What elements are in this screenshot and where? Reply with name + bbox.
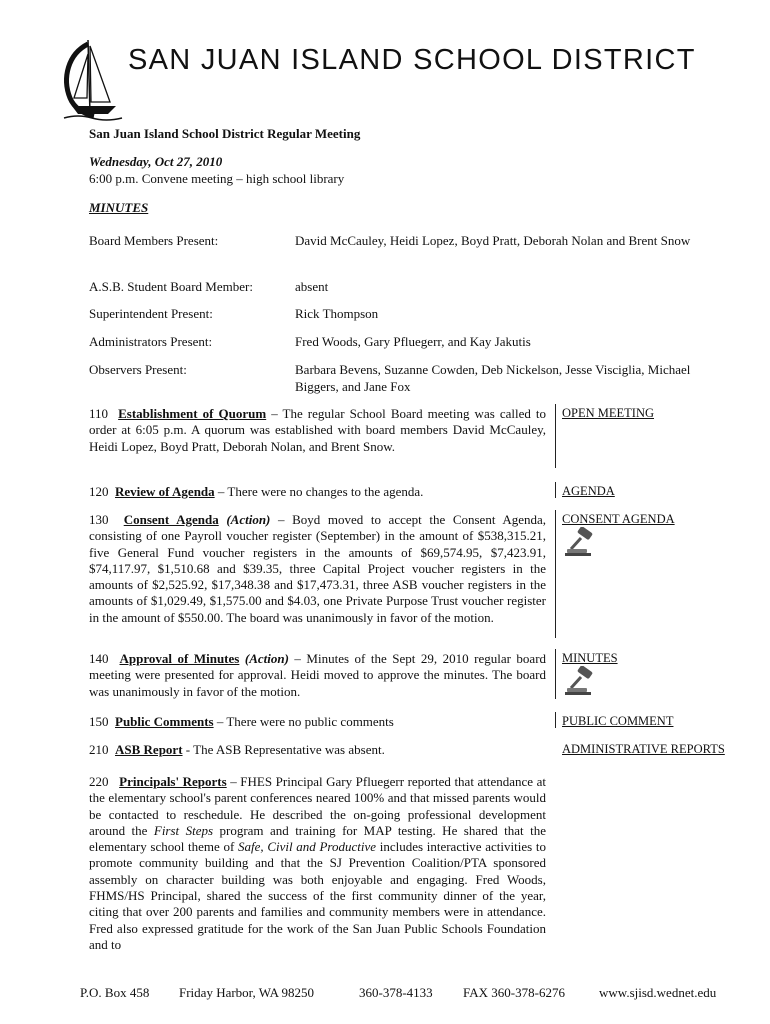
agenda-item-110 <box>89 406 546 455</box>
item-text: – FHES Principal Gary Pfluegerr reported that attendance at the elementary school's parent conferences neared 100% and that missed parents would be contacted to reschedule. He described the on-going professional development around the <box>89 774 546 838</box>
item-number: 220 <box>89 774 109 789</box>
footer-phone: 360-378-4133 <box>359 985 433 1000</box>
item-action: (Action) <box>226 512 271 527</box>
item-number: 150 <box>89 714 109 729</box>
item-number: 140 <box>89 651 109 666</box>
margin-divider <box>555 712 556 728</box>
agenda-item-140 <box>89 651 546 700</box>
item-text: includes interactive activities to promote community building and that the SJ Prevention Coalition/PTA sponsored assembly on character building was both enjoyable and engaging. Fred Woods, FHMS/HS Principal, shared the success of the first community dinner of the year, citing that over 200 parents and families and community members were in attendance. Fred also expressed gratitude for the work of the San Juan Public Schools Foundation and to <box>89 839 546 952</box>
footer-website[interactable]: www.sjisd.wednet.edu <box>599 985 717 1000</box>
attendance-value: absent <box>295 279 329 294</box>
item-text: – Boyd moved to accept the Consent Agenda, consisting of one Payroll voucher register (September) in the amount of $538,315.21, five General Fund voucher registers in the amounts of $69,574.95, $7,423.91, $74,117.97, $1,510.68 and $39.35, three Capital Project voucher registers in the amounts of $2,525.92, $17,348.38 and $17,473.31, three ASB voucher registers in the amounts of $1,029.49, $1,575.00 and $4.03, one Private Purpose Trust voucher register in the amount of $550.00. The board was unanimously in favor of the motion. <box>89 512 547 625</box>
item-number: 210 <box>89 742 109 757</box>
page-title: SAN JUAN ISLAND SCHOOL DISTRICT <box>128 44 696 76</box>
attendance-label: Observers Present: <box>89 362 187 377</box>
item-number: 130 <box>89 512 109 527</box>
item-heading: Principals' Reports <box>119 774 227 789</box>
item-emphasis: First Steps <box>153 822 214 838</box>
agenda-item-210 <box>89 742 546 758</box>
agenda-item-150 <box>89 714 546 730</box>
item-text: – There were no public comments <box>213 714 394 729</box>
meeting-date: Wednesday, Oct 27, 2010 <box>89 154 223 169</box>
item-text: - The ASB Representative was absent. <box>182 742 385 757</box>
agenda-item-220 <box>89 774 546 953</box>
gavel-icon <box>565 527 597 557</box>
item-text: – There were no changes to the agenda. <box>214 484 424 499</box>
item-text: – The regular School Board meeting was called to order at 6:05 p.m. A quorum was established with board members David McCauley, Heidi Lopez, Boyd Pratt, Deborah Nolan, and Brent Snow. <box>89 406 547 454</box>
attendance-label: Board Members Present: <box>89 233 219 248</box>
margin-divider <box>555 404 556 468</box>
minutes-heading: MINUTES <box>89 200 149 215</box>
margin-divider <box>555 482 556 498</box>
item-text: – Minutes of the Sept 29, 2010 regular board meeting were presented for approval. Heidi moved to approve the minutes. The board was unanimously in favor of the motion. <box>89 651 547 699</box>
attendance-value: Rick Thompson <box>295 306 379 321</box>
side-label-administrative-reports: ADMINISTRATIVE REPORTS <box>562 742 725 756</box>
item-heading: Public Comments <box>115 714 214 729</box>
attendance-value: Barbara Bevens, Suzanne Cowden, Deb Nickelson, Jesse Visciglia, Michael Biggers, and Jane Fox <box>295 362 691 394</box>
margin-divider <box>555 510 556 638</box>
margin-divider <box>555 649 556 699</box>
side-label-minutes: MINUTES <box>562 651 618 665</box>
item-heading: Consent Agenda <box>123 512 219 527</box>
gavel-icon <box>565 666 597 696</box>
item-text: program and training for MAP testing. He shared that the elementary school theme of <box>89 822 546 855</box>
attendance-value: Fred Woods, Gary Pfluegerr, and Kay Jakutis <box>295 334 531 349</box>
item-heading: Establishment of Quorum <box>118 406 267 421</box>
side-label-agenda: AGENDA <box>562 484 615 498</box>
attendance-label: Superintendent Present: <box>89 306 213 321</box>
agenda-item-130 <box>89 512 546 626</box>
side-label-open-meeting: OPEN MEETING <box>562 406 655 420</box>
meeting-time: 6:00 p.m. Convene meeting – high school library <box>89 171 345 186</box>
agenda-item-120 <box>89 484 546 500</box>
item-number: 110 <box>89 406 109 421</box>
footer-city: Friday Harbor, WA 98250 <box>179 985 315 1000</box>
footer-fax: FAX 360-378-6276 <box>463 985 565 1000</box>
sailboat-logo-icon <box>58 36 130 126</box>
attendance-label: A.S.B. Student Board Member: <box>89 279 253 294</box>
meeting-name: San Juan Island School District Regular Meeting <box>89 126 361 141</box>
item-heading: Approval of Minutes <box>119 651 240 666</box>
item-emphasis: Safe, Civil and Productive <box>238 839 377 855</box>
item-action: (Action) <box>244 651 289 666</box>
item-number: 120 <box>89 484 109 499</box>
attendance-label: Administrators Present: <box>89 334 213 349</box>
side-label-consent-agenda: CONSENT AGENDA <box>562 512 675 526</box>
footer-po-box: P.O. Box 458 <box>80 985 150 1000</box>
item-heading: ASB Report <box>115 742 183 757</box>
attendance-value: David McCauley, Heidi Lopez, Boyd Pratt, Deborah Nolan and Brent Snow <box>295 233 691 248</box>
item-heading: Review of Agenda <box>115 484 215 499</box>
side-label-public-comment: PUBLIC COMMENT <box>562 714 674 728</box>
